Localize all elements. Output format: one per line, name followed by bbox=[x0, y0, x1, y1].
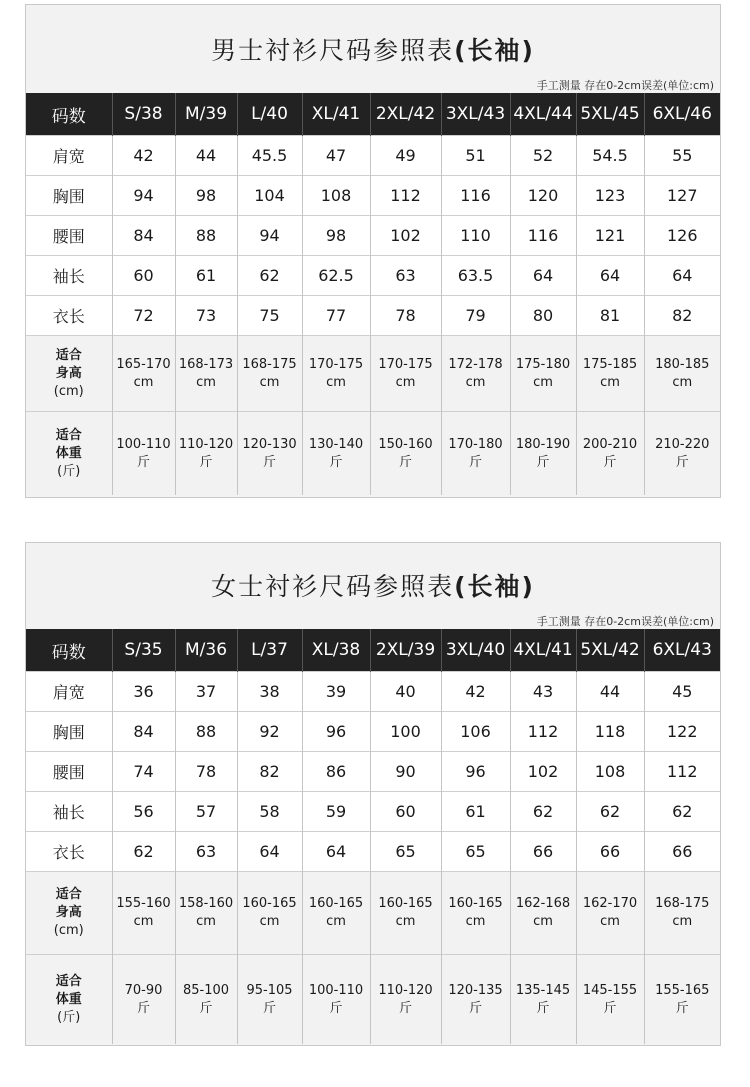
range-unit: cm bbox=[533, 914, 553, 929]
weight-row bbox=[26, 412, 720, 496]
range-unit: 斤 bbox=[603, 454, 617, 470]
value-cell: 49 bbox=[370, 136, 441, 176]
size-header-cell: 6XL/43 bbox=[644, 629, 720, 672]
value-cell: 102 bbox=[510, 752, 576, 792]
value-cell: 51 bbox=[441, 136, 510, 176]
value-cell: 102 bbox=[370, 216, 441, 256]
value-cell: 64 bbox=[510, 256, 576, 296]
weight-range-cell bbox=[112, 412, 175, 496]
measurement-row bbox=[26, 672, 720, 712]
value-cell: 112 bbox=[370, 176, 441, 216]
range-unit: 斤 bbox=[468, 454, 482, 470]
range-unit: cm bbox=[465, 914, 486, 929]
range-unit: cm bbox=[259, 374, 280, 390]
value-cell: 58 bbox=[237, 792, 302, 832]
label-line: 身高 bbox=[55, 365, 82, 381]
range-value: 158-160 bbox=[178, 896, 234, 911]
value-cell: 40 bbox=[370, 672, 441, 712]
value-cell: 80 bbox=[510, 296, 576, 336]
value-cell: 44 bbox=[576, 672, 644, 712]
value-cell: 75 bbox=[237, 296, 302, 336]
value-cell: 61 bbox=[441, 792, 510, 832]
range-unit: cm bbox=[259, 914, 280, 929]
men-title-suffix: (长袖) bbox=[454, 36, 535, 65]
range-value: 135-145 bbox=[515, 982, 571, 998]
range-value: 168-175 bbox=[242, 356, 297, 372]
value-cell: 81 bbox=[576, 296, 644, 336]
men-title-text: 男士衬衫尺码参照表 bbox=[211, 36, 455, 65]
value-cell: 54.5 bbox=[576, 136, 644, 176]
weight-range-cell bbox=[112, 955, 175, 1045]
value-cell: 118 bbox=[576, 712, 644, 752]
value-cell: 86 bbox=[302, 752, 370, 792]
weight-range-cell bbox=[302, 955, 370, 1045]
label-line: 适合 bbox=[55, 973, 82, 989]
measurement-row bbox=[26, 792, 720, 832]
size-header-cell: 2XL/42 bbox=[370, 93, 441, 136]
weight-range-cell bbox=[576, 955, 644, 1045]
weight-range-cell bbox=[302, 412, 370, 496]
row-label: 胸围 bbox=[26, 176, 112, 216]
size-header-cell: L/40 bbox=[237, 93, 302, 136]
height-range-cell bbox=[370, 872, 441, 955]
value-cell: 126 bbox=[644, 216, 720, 256]
range-value: 120-135 bbox=[448, 982, 503, 998]
women-chart-title bbox=[26, 567, 720, 603]
size-header-cell: S/35 bbox=[112, 629, 175, 672]
header-row bbox=[26, 629, 720, 672]
value-cell: 62 bbox=[576, 792, 644, 832]
size-header-cell: 6XL/46 bbox=[644, 93, 720, 136]
value-cell: 63 bbox=[175, 832, 237, 872]
label-line: 身高 bbox=[55, 905, 82, 920]
value-cell: 106 bbox=[441, 712, 510, 752]
size-header-cell: M/39 bbox=[175, 93, 237, 136]
value-cell: 123 bbox=[576, 176, 644, 216]
range-unit: 斤 bbox=[329, 1000, 343, 1016]
range-unit: 斤 bbox=[675, 454, 689, 470]
size-header-cell: 5XL/45 bbox=[576, 93, 644, 136]
range-value: 175-180 bbox=[515, 356, 571, 372]
range-unit: 斤 bbox=[603, 1000, 617, 1016]
range-value: 110-120 bbox=[378, 982, 433, 998]
weight-range-cell bbox=[441, 955, 510, 1045]
range-value: 180-185 bbox=[655, 356, 710, 372]
height-range-cell bbox=[644, 336, 720, 412]
size-header-cell: 5XL/42 bbox=[576, 629, 644, 672]
weight-range-cell bbox=[644, 955, 720, 1045]
value-cell: 42 bbox=[441, 672, 510, 712]
range-unit: 斤 bbox=[398, 454, 412, 470]
height-range-cell bbox=[175, 336, 237, 412]
range-unit: 斤 bbox=[536, 454, 550, 470]
range-value: 120-130 bbox=[242, 436, 297, 452]
value-cell: 66 bbox=[644, 832, 720, 872]
range-unit: 斤 bbox=[199, 1000, 213, 1016]
range-unit: cm bbox=[196, 914, 216, 929]
range-value: 170-175 bbox=[308, 356, 364, 372]
value-cell: 127 bbox=[644, 176, 720, 216]
value-cell: 39 bbox=[302, 672, 370, 712]
size-header-cell: 4XL/41 bbox=[510, 629, 576, 672]
value-cell: 78 bbox=[175, 752, 237, 792]
height-range-cell bbox=[302, 872, 370, 955]
weight-range-cell bbox=[510, 955, 576, 1045]
range-unit: 斤 bbox=[136, 454, 150, 470]
weight-range-cell bbox=[370, 412, 441, 496]
label-unit: (cm) bbox=[53, 383, 84, 399]
range-value: 200-210 bbox=[582, 436, 638, 452]
row-label: 衣长 bbox=[26, 296, 112, 336]
size-header-cell: 4XL/44 bbox=[510, 93, 576, 136]
value-cell: 84 bbox=[112, 712, 175, 752]
value-cell: 64 bbox=[237, 832, 302, 872]
value-cell: 52 bbox=[510, 136, 576, 176]
size-header-cell: S/38 bbox=[112, 93, 175, 136]
weight-range-cell bbox=[510, 412, 576, 496]
weight-range-cell bbox=[441, 412, 510, 496]
value-cell: 96 bbox=[441, 752, 510, 792]
height-range-cell bbox=[644, 872, 720, 955]
value-cell: 77 bbox=[302, 296, 370, 336]
range-value: 160-165 bbox=[448, 896, 503, 911]
men-measure-note: 手工测量 存在0-2cm误差(单位:cm) bbox=[536, 79, 714, 92]
size-header-cell: 3XL/43 bbox=[441, 93, 510, 136]
range-unit: cm bbox=[672, 914, 693, 929]
weight-row-label bbox=[26, 955, 112, 1045]
height-range-cell bbox=[237, 336, 302, 412]
height-range-cell bbox=[576, 336, 644, 412]
range-value: 168-175 bbox=[655, 896, 710, 911]
height-range-cell bbox=[576, 872, 644, 955]
label-unit: (斤) bbox=[57, 463, 81, 479]
label-line: 适合 bbox=[55, 887, 82, 902]
men-chart-title bbox=[26, 31, 720, 67]
size-header-label: 码数 bbox=[26, 93, 112, 136]
value-cell: 64 bbox=[644, 256, 720, 296]
value-cell: 36 bbox=[112, 672, 175, 712]
value-cell: 96 bbox=[302, 712, 370, 752]
weight-range-cell bbox=[370, 955, 441, 1045]
range-value: 95-105 bbox=[246, 982, 293, 998]
men-size-table bbox=[26, 93, 720, 495]
value-cell: 62 bbox=[644, 792, 720, 832]
value-cell: 65 bbox=[441, 832, 510, 872]
weight-row bbox=[26, 955, 720, 1045]
value-cell: 45.5 bbox=[237, 136, 302, 176]
weight-row-label bbox=[26, 412, 112, 496]
value-cell: 73 bbox=[175, 296, 237, 336]
range-value: 160-165 bbox=[242, 896, 297, 911]
value-cell: 110 bbox=[441, 216, 510, 256]
value-cell: 108 bbox=[302, 176, 370, 216]
range-value: 162-168 bbox=[515, 896, 571, 911]
row-label: 肩宽 bbox=[26, 672, 112, 712]
value-cell: 88 bbox=[175, 216, 237, 256]
size-header-cell: XL/41 bbox=[302, 93, 370, 136]
weight-range-cell bbox=[644, 412, 720, 496]
range-value: 100-110 bbox=[116, 436, 171, 452]
value-cell: 90 bbox=[370, 752, 441, 792]
size-header-label: 码数 bbox=[26, 629, 112, 672]
range-unit: cm bbox=[672, 374, 693, 390]
row-label: 袖长 bbox=[26, 792, 112, 832]
value-cell: 57 bbox=[175, 792, 237, 832]
label-line: 体重 bbox=[55, 445, 82, 461]
value-cell: 62 bbox=[510, 792, 576, 832]
height-range-cell bbox=[510, 336, 576, 412]
women-size-chart bbox=[25, 542, 721, 1046]
value-cell: 64 bbox=[302, 832, 370, 872]
value-cell: 116 bbox=[510, 216, 576, 256]
header-row bbox=[26, 93, 720, 136]
range-value: 110-120 bbox=[178, 436, 234, 452]
value-cell: 100 bbox=[370, 712, 441, 752]
height-range-cell bbox=[370, 336, 441, 412]
range-unit: 斤 bbox=[262, 454, 276, 470]
range-value: 100-110 bbox=[308, 982, 364, 998]
value-cell: 55 bbox=[644, 136, 720, 176]
range-unit: 斤 bbox=[329, 454, 343, 470]
range-unit: 斤 bbox=[199, 454, 213, 470]
value-cell: 59 bbox=[302, 792, 370, 832]
range-unit: 斤 bbox=[468, 1000, 482, 1016]
range-value: 155-165 bbox=[655, 982, 710, 998]
value-cell: 62 bbox=[112, 832, 175, 872]
value-cell: 65 bbox=[370, 832, 441, 872]
value-cell: 98 bbox=[302, 216, 370, 256]
range-unit: 斤 bbox=[136, 1000, 150, 1016]
value-cell: 63.5 bbox=[441, 256, 510, 296]
value-cell: 56 bbox=[112, 792, 175, 832]
row-label: 腰围 bbox=[26, 216, 112, 256]
range-value: 170-175 bbox=[378, 356, 433, 372]
range-unit: cm bbox=[465, 374, 486, 390]
weight-range-cell bbox=[576, 412, 644, 496]
value-cell: 98 bbox=[175, 176, 237, 216]
label-line: 适合 bbox=[55, 347, 82, 363]
height-range-cell bbox=[510, 872, 576, 955]
value-cell: 62.5 bbox=[302, 256, 370, 296]
value-cell: 120 bbox=[510, 176, 576, 216]
value-cell: 42 bbox=[112, 136, 175, 176]
height-range-cell bbox=[441, 336, 510, 412]
measurement-row bbox=[26, 832, 720, 872]
range-unit: cm bbox=[133, 914, 154, 929]
label-unit: (斤) bbox=[57, 1009, 81, 1025]
value-cell: 116 bbox=[441, 176, 510, 216]
row-label: 肩宽 bbox=[26, 136, 112, 176]
value-cell: 61 bbox=[175, 256, 237, 296]
value-cell: 60 bbox=[112, 256, 175, 296]
measurement-row bbox=[26, 176, 720, 216]
value-cell: 38 bbox=[237, 672, 302, 712]
weight-range-cell bbox=[237, 955, 302, 1045]
measurement-row bbox=[26, 256, 720, 296]
range-value: 172-178 bbox=[448, 356, 503, 372]
value-cell: 62 bbox=[237, 256, 302, 296]
row-label: 胸围 bbox=[26, 712, 112, 752]
size-header-cell: L/37 bbox=[237, 629, 302, 672]
measurement-row bbox=[26, 136, 720, 176]
range-unit: 斤 bbox=[262, 1000, 276, 1016]
value-cell: 64 bbox=[576, 256, 644, 296]
value-cell: 112 bbox=[510, 712, 576, 752]
range-unit: 斤 bbox=[536, 1000, 550, 1016]
value-cell: 94 bbox=[237, 216, 302, 256]
height-range-cell bbox=[175, 872, 237, 955]
value-cell: 84 bbox=[112, 216, 175, 256]
value-cell: 104 bbox=[237, 176, 302, 216]
label-line: 适合 bbox=[55, 427, 82, 443]
weight-range-cell bbox=[175, 955, 237, 1045]
height-range-cell bbox=[112, 872, 175, 955]
range-value: 175-185 bbox=[582, 356, 638, 372]
size-header-cell: M/36 bbox=[175, 629, 237, 672]
range-value: 210-220 bbox=[655, 436, 710, 452]
value-cell: 82 bbox=[237, 752, 302, 792]
label-line: 体重 bbox=[55, 991, 82, 1007]
range-unit: cm bbox=[326, 914, 346, 929]
value-cell: 44 bbox=[175, 136, 237, 176]
value-cell: 121 bbox=[576, 216, 644, 256]
value-cell: 78 bbox=[370, 296, 441, 336]
women-measure-note: 手工测量 存在0-2cm误差(单位:cm) bbox=[536, 615, 714, 628]
range-value: 165-170 bbox=[116, 356, 171, 372]
men-size-chart bbox=[25, 4, 721, 498]
range-unit: cm bbox=[196, 374, 216, 390]
range-value: 168-173 bbox=[178, 356, 234, 372]
range-unit: cm bbox=[600, 374, 620, 390]
height-row bbox=[26, 872, 720, 955]
weight-range-cell bbox=[175, 412, 237, 496]
height-range-cell bbox=[302, 336, 370, 412]
value-cell: 82 bbox=[644, 296, 720, 336]
range-value: 150-160 bbox=[378, 436, 433, 452]
range-unit: cm bbox=[533, 374, 553, 390]
height-range-cell bbox=[441, 872, 510, 955]
range-value: 155-160 bbox=[116, 896, 171, 911]
value-cell: 37 bbox=[175, 672, 237, 712]
range-unit: cm bbox=[395, 914, 416, 929]
measurement-row bbox=[26, 712, 720, 752]
range-unit: cm bbox=[600, 914, 620, 929]
value-cell: 60 bbox=[370, 792, 441, 832]
row-label: 袖长 bbox=[26, 256, 112, 296]
women-title-suffix: (长袖) bbox=[454, 572, 535, 601]
range-value: 170-180 bbox=[448, 436, 503, 452]
range-unit: 斤 bbox=[398, 1000, 412, 1016]
value-cell: 79 bbox=[441, 296, 510, 336]
size-header-cell: 2XL/39 bbox=[370, 629, 441, 672]
height-range-cell bbox=[112, 336, 175, 412]
size-header-cell: XL/38 bbox=[302, 629, 370, 672]
value-cell: 66 bbox=[510, 832, 576, 872]
range-unit: cm bbox=[326, 374, 346, 390]
measurement-row bbox=[26, 216, 720, 256]
women-title-text: 女士衬衫尺码参照表 bbox=[211, 572, 455, 601]
range-value: 162-170 bbox=[582, 896, 638, 911]
value-cell: 112 bbox=[644, 752, 720, 792]
row-label: 衣长 bbox=[26, 832, 112, 872]
range-value: 70-90 bbox=[124, 982, 163, 998]
row-label: 腰围 bbox=[26, 752, 112, 792]
height-row-label bbox=[26, 872, 112, 955]
range-unit: 斤 bbox=[675, 1000, 689, 1016]
measurement-row bbox=[26, 296, 720, 336]
range-value: 180-190 bbox=[515, 436, 571, 452]
height-row bbox=[26, 336, 720, 412]
range-value: 145-155 bbox=[582, 982, 638, 998]
range-unit: cm bbox=[133, 374, 154, 390]
value-cell: 108 bbox=[576, 752, 644, 792]
value-cell: 74 bbox=[112, 752, 175, 792]
value-cell: 66 bbox=[576, 832, 644, 872]
value-cell: 43 bbox=[510, 672, 576, 712]
size-header-cell: 3XL/40 bbox=[441, 629, 510, 672]
measurement-row bbox=[26, 752, 720, 792]
value-cell: 45 bbox=[644, 672, 720, 712]
weight-range-cell bbox=[237, 412, 302, 496]
value-cell: 72 bbox=[112, 296, 175, 336]
value-cell: 63 bbox=[370, 256, 441, 296]
label-unit: (cm) bbox=[53, 923, 84, 938]
value-cell: 88 bbox=[175, 712, 237, 752]
height-row-label bbox=[26, 336, 112, 412]
value-cell: 47 bbox=[302, 136, 370, 176]
value-cell: 122 bbox=[644, 712, 720, 752]
value-cell: 92 bbox=[237, 712, 302, 752]
range-value: 160-165 bbox=[378, 896, 433, 911]
range-value: 130-140 bbox=[308, 436, 364, 452]
height-range-cell bbox=[237, 872, 302, 955]
range-value: 160-165 bbox=[308, 896, 364, 911]
range-value: 85-100 bbox=[182, 982, 230, 998]
range-unit: cm bbox=[395, 374, 416, 390]
value-cell: 94 bbox=[112, 176, 175, 216]
women-size-table bbox=[26, 629, 720, 1044]
